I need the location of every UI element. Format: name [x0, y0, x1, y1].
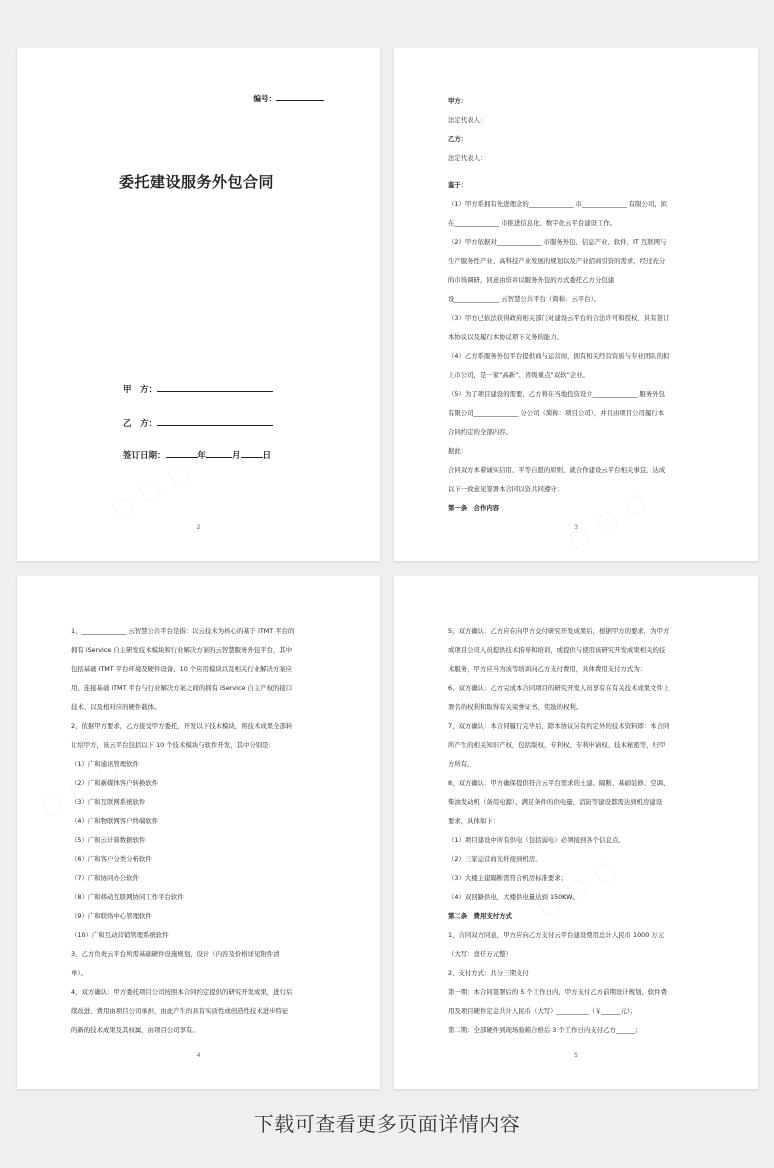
text-line: 让给甲方，该云平台包括以下 10 个技术模块与软件开发，其中分别是：: [71, 741, 275, 749]
text-line: （2）广和新媒体客户转换软件: [71, 779, 159, 787]
section-heading: 第二条 费用支付方式: [448, 912, 512, 920]
text-line: 合同双方本着诚实信用、平等自愿的原则，就合作建设云平台相关事宜，达成: [448, 466, 666, 474]
section-heading: 鉴于：: [448, 181, 468, 189]
party-a-label: 甲 方：: [123, 385, 158, 395]
text-line: 的市场调研，同意由资并以服务外包的方式委托乙方分包建: [448, 276, 615, 284]
text-line: 3、乙方负责云平台所需基础硬件设施规划、设计（内容及价格详见附件清: [71, 950, 280, 958]
text-line: （5）为了项目建设的需要，乙方将在当地投资设立______________ 服务外包: [448, 390, 665, 398]
text-line: 拥有 iService 自主研发技术模块和行业解决方案的云智慧服务外包平台，其中: [71, 646, 293, 654]
signing-date-line: [123, 448, 271, 461]
text-line: 1、合同双方同意，甲方应向乙方支付云平台建设费用总计人民币 1000 万元: [448, 931, 665, 939]
text-line: 续改进、费用由项目公司承担，由此产生的具有实质性或创造性技术进步特征: [71, 1007, 289, 1015]
year-label: 年: [197, 451, 207, 461]
party-b-label: 乙 方：: [123, 419, 158, 429]
text-line: 6、双方确认：乙方完成本合同项目的研究开发人员享有在有关技术成果文件上: [448, 684, 670, 692]
text-line: 或项目公司人员提供技术指导和培训，或提供与使用该研究开发成果相关的技: [448, 646, 666, 654]
contract-page-4: [17, 576, 380, 1089]
text-line: 1、______________ 云智慧公共平台是指：以云技术为核心的基于 iTMT 平台的: [71, 627, 295, 635]
text-line: （4）广和物联网客户终端软件: [71, 817, 159, 825]
text-line: 生产服务性产业、高科技产业发展的规划以及产业招商引资的需求，经过充分: [448, 257, 666, 265]
page-body: [448, 622, 704, 1040]
text-line: （4）乙方系服务外包平台提供商与运营商，拥有相关经营资质与专业团队的拟: [448, 352, 670, 360]
text-line: 法定代表人：: [448, 116, 487, 124]
watermark: [107, 458, 195, 523]
text-line: （2）甲方依据对______________ 市服务外包、信息产业、软件、IT 互联网与: [448, 238, 667, 246]
text-line: （1）广和通讯管理软件: [71, 760, 139, 768]
text-line: 的新的技术成果及其权属，由项目公司享有。: [71, 1026, 199, 1034]
party-b-signature-line: [123, 416, 273, 429]
text-line: 方所有。: [448, 760, 474, 768]
text-line: （1）甲方系拥有先进理念的______________ 市______________ 有限公司，拟: [448, 200, 668, 208]
text-line: （大写：壹仟万元整）: [448, 950, 512, 958]
party-b-blank: [157, 416, 273, 426]
text-line: （3）广和互联网系统软件: [71, 798, 146, 806]
text-line: 上市公司，是一家“高新”、省级重点“双软”企业。: [448, 371, 590, 379]
text-line: （1）项目建设中所有供电（包括弱电）必须接到各个信息点。: [448, 836, 625, 844]
text-line: 单）。: [71, 969, 87, 977]
serial-number-field: [254, 93, 325, 104]
page-number: 4: [196, 1052, 201, 1059]
text-line: （2）三家运营商光纤接到机房。: [448, 855, 542, 863]
contract-title: 委托建设服务外包合同: [119, 173, 275, 191]
text-line: （3）大楼主建隔断需符合机房标准要求；: [448, 874, 568, 882]
text-line: （7）广和协同办公软件: [71, 874, 139, 882]
month-blank: [206, 448, 232, 458]
text-line: 技术、以及相对应的硬件载体。: [71, 703, 161, 711]
party-a-blank: [157, 382, 273, 392]
text-line: 法定代表人：: [448, 154, 487, 162]
cover-page: [17, 48, 380, 561]
text-line: 以下一致意见签署本合同以资共同遵守：: [448, 485, 564, 493]
page-number: 2: [196, 524, 201, 531]
text-line: 用及项目硬件定金共计人民币（大写）__________（￥______元）；: [448, 1007, 637, 1015]
text-line: 设______________ 云智慧公共平台（简称：云平台）。: [448, 295, 601, 303]
section-heading: 第一条 合作内容: [448, 504, 500, 512]
text-line: 4、双方确认：甲方委托项目公司按照本合同约定提供的研究开发成果，进行后: [71, 988, 293, 996]
text-line: 署名的权利和取得有关荣誉证书、奖励的权利。: [448, 703, 583, 711]
contract-page-5: [394, 576, 758, 1089]
text-line: 据此：: [448, 447, 468, 455]
text-line: 要求，具体如下：: [448, 817, 500, 825]
page-body: [448, 92, 704, 518]
text-line: （8）广和移动互联网协同工作平台软件: [71, 893, 184, 901]
text-line: 用、连接基础 iTMT 平台与行业解决方案之间的拥有 iService 自主产权的接口: [71, 684, 293, 692]
text-line: 包括基础 iTMT 平台环境及硬件设备、10 个应用模块以及相关行业解决方案应: [71, 665, 293, 673]
text-line: 柴油发动机（备用电源）、满足条件的供电量、消防等建设都需达到机房建设: [448, 798, 663, 806]
year-blank: [166, 448, 198, 458]
text-line: 第一期：本合同签署后的 5 个工作日内，甲方支付乙方前期设计规划、软件费: [448, 988, 668, 996]
text-line: （4）双回路供电，大楼供电量达到 150KW。: [448, 893, 579, 901]
text-line: （3）甲方已依法获得政府相关部门对建设云平台的合法许可和授权，具有签订: [448, 314, 670, 322]
download-caption: 下载可查看更多页面详情内容: [253, 1112, 521, 1136]
text-line: （6）广和客户分类分析软件: [71, 855, 152, 863]
text-line: 8、双方确认：甲方确保提供符合云平台需求的土建、隔断、基础装修、空调、: [448, 779, 670, 787]
text-line: 在______________ 市推进信息化、数字化云平台建设工作。: [448, 219, 617, 227]
day-blank: [241, 448, 263, 458]
serial-blank-line: [276, 93, 324, 101]
section-heading: 甲方：: [448, 97, 468, 105]
contract-page-3: [394, 48, 758, 561]
section-heading: 乙方：: [448, 135, 468, 143]
date-label: 签订日期：: [123, 451, 166, 461]
text-line: 7、双方确认：本合同履行完毕后，除本协议另有约定外的技术资料即：本合同: [448, 722, 670, 730]
paragraph-gap: [448, 168, 704, 176]
text-line: 本协议以及履行本协议项下义务的能力。: [448, 333, 564, 341]
text-line: 有限公司______________ 分公司（简称：项目公司），并且由项目公司履行本: [448, 409, 665, 417]
text-line: 5、双方确认：乙方应在向甲方交付研究开发成果后，根据甲方的要求，为甲方: [448, 627, 670, 635]
text-line: （10）广和互动营销管理系统软件: [71, 931, 169, 939]
page-number: 5: [574, 1052, 578, 1059]
page-number: 3: [574, 524, 578, 531]
text-line: 所产生的相关知识产权，包括版权、专利权、专利申请权、技术秘密等，归甲: [448, 741, 666, 749]
text-line: 术服务，甲方应当为该等培训向乙方支付费用，具体费用支付方式为：: [448, 665, 647, 673]
text-line: 2、依据甲方要求，乙方接受甲方委托，开发以下技术模块，将技术成果全部转: [71, 722, 293, 730]
text-line: （5）广和云计算数据软件: [71, 836, 146, 844]
text-line: 合同约定的全部内容。: [448, 428, 512, 436]
text-line: 第二期：全部硬件到现场验箱合格后 3 个工作日内支付乙方______；: [448, 1026, 642, 1034]
day-label: 日: [262, 451, 272, 461]
text-line: （9）广和联络中心管理软件: [71, 912, 152, 920]
party-a-signature-line: [123, 382, 273, 395]
text-line: 2、支付方式：共分三期支付: [448, 969, 529, 977]
serial-label: 编号：: [253, 94, 276, 103]
page-body: [71, 622, 326, 1040]
month-label: 月: [232, 451, 241, 461]
